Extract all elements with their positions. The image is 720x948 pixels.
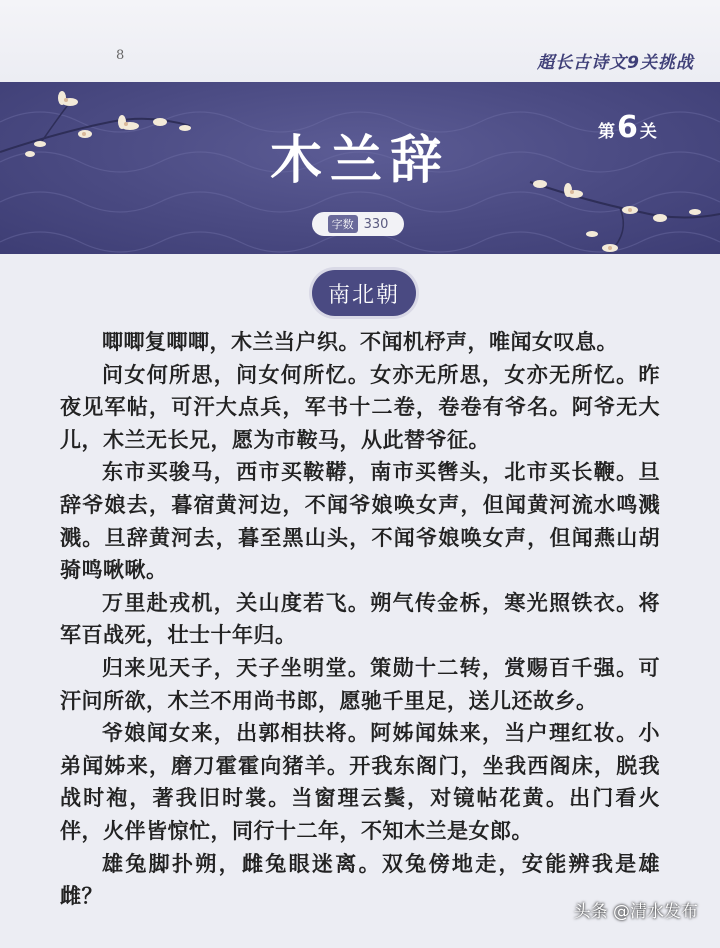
poem-paragraph-1: 唧唧复唧唧，木兰当户织。不闻机杼声，唯闻女叹息。 [102,329,618,354]
poem-paragraph-3: 东市买骏马，西市买鞍鞯，南市买辔头，北市买长鞭。旦辞爷娘去，暮宿黄河边，不闻爷娘唤女声，但闻黄河流水鸣溅溅。旦辞黄河去，暮至黑山头，不闻爷娘唤女声，但闻燕山胡骑鸣啾啾。 [60,459,660,583]
word-count-badge [312,212,404,236]
poem-body [60,326,660,913]
dynasty-badge: 南北朝 [312,270,416,316]
poem-paragraph-2: 问女何所思，问女何所忆。女亦无所思，女亦无所忆。昨夜见军帖，可汗大点兵，军书十二卷，卷卷有爷名。阿爷无大儿，木兰无长兄，愿为市鞍马，从此替爷征。 [60,361,660,452]
series-title: 超长古诗文9关挑战 [537,53,694,73]
level-prefix: 第 [598,122,615,142]
poem-paragraph-6: 爷娘闻女来，出郭相扶将。阿姊闻妹来，当户理红妆。小弟闻姊来，磨刀霍霍向猪羊。开我东阁门，坐我西阁床，脱我战时袍，著我旧时裳。当窗理云鬓，对镜帖花黄。出门看火伴，火伴皆惊忙，同行十二年，不知木兰是女郎。 [60,720,660,843]
poem-paragraph-7: 雄兔脚扑朔，雌兔眼迷离。双兔傍地走，安能辨我是雄雌？ [60,850,660,909]
page-number: 8 [116,48,125,63]
poem-paragraph-4: 万里赴戎机，关山度若飞。朔气传金柝，寒光照铁衣。将军百战死，壮士十年归。 [60,589,660,648]
top-header-bar [0,0,720,80]
poem-title: 木兰辞 [269,131,450,191]
level-label [598,110,657,145]
poem-paragraph-5: 归来见天子，天子坐明堂。策勋十二转，赏赐百千强。可汗问所欲，木兰不用尚书郎，愿驰千里足，送儿还故乡。 [60,654,660,713]
level-number: 6 [617,110,638,145]
source-watermark: 头条 @清水发布 [573,902,698,922]
word-count-value: 330 [363,216,389,232]
word-count-label: 字数 [328,215,358,233]
level-suffix: 关 [639,122,657,142]
